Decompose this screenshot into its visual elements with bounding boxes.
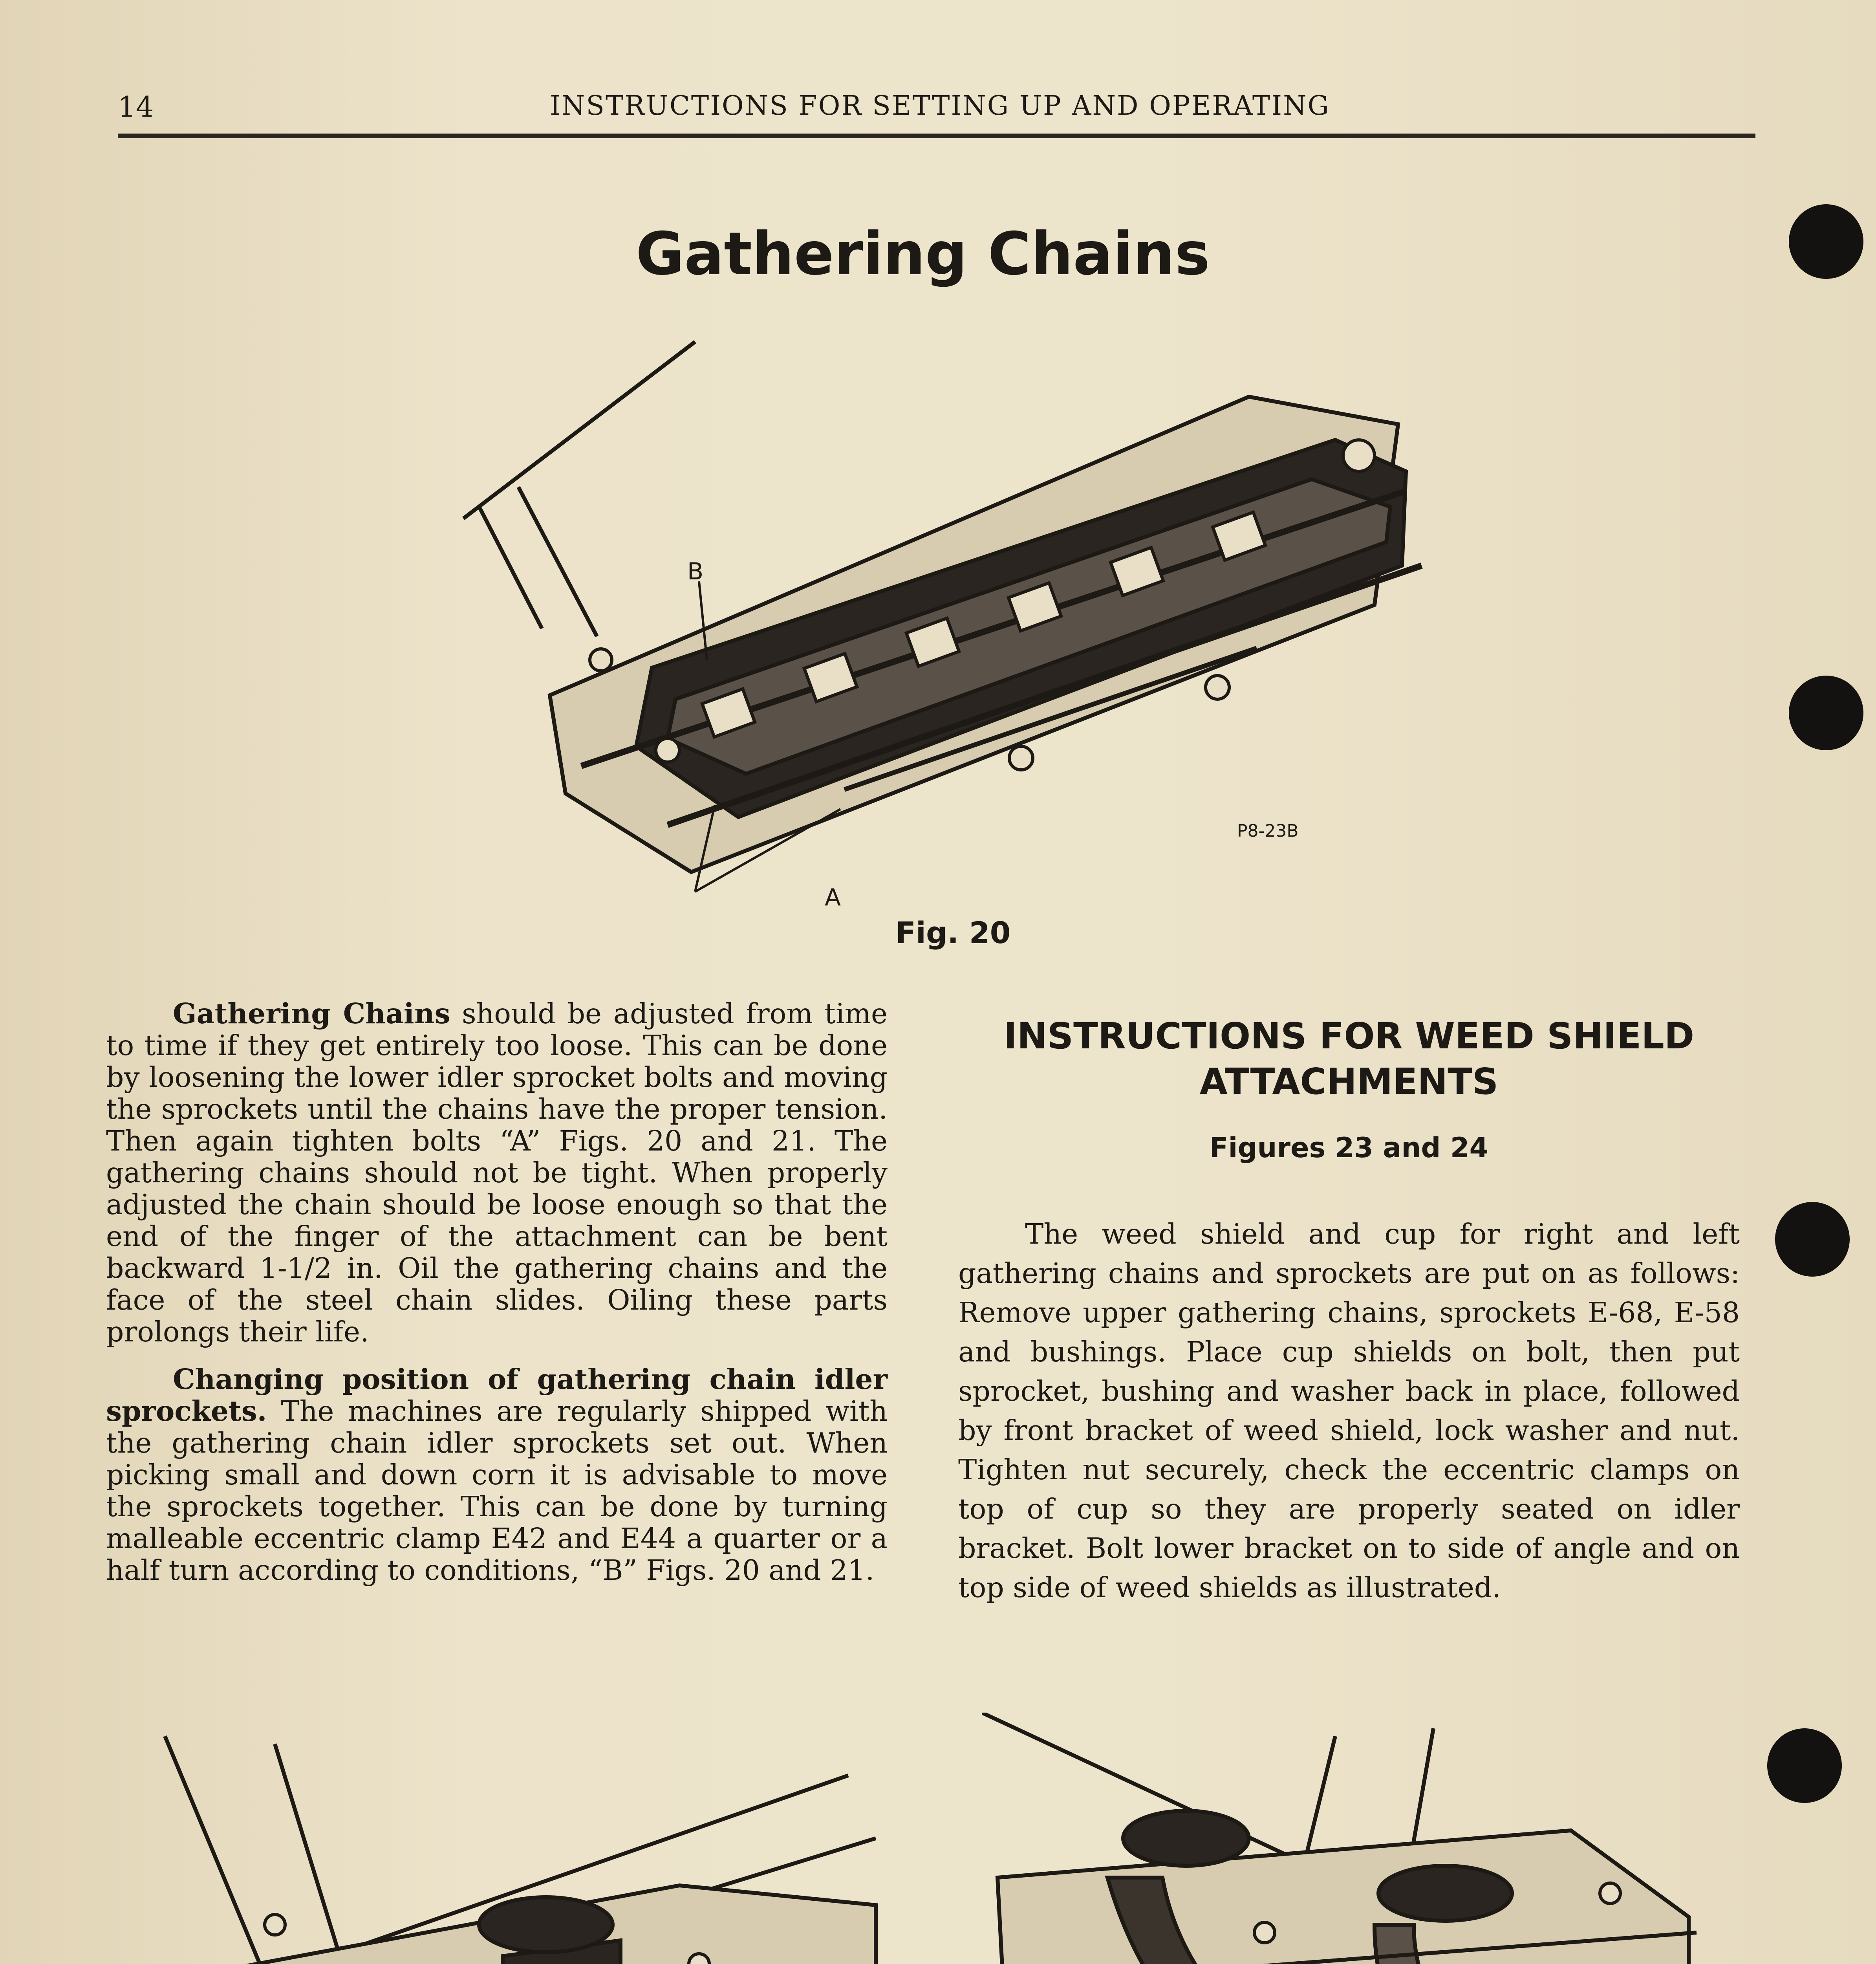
figure-code: P8-23B bbox=[1237, 821, 1299, 841]
binder-hole bbox=[1789, 676, 1863, 750]
binder-hole bbox=[1767, 1728, 1842, 1803]
page-number: 14 bbox=[118, 90, 154, 123]
callout-b: B bbox=[687, 558, 704, 585]
binder-hole bbox=[1775, 1202, 1850, 1277]
section-heading: INSTRUCTIONS FOR WEED SHIELD ATTACHMENTS bbox=[1003, 1015, 1695, 1103]
figure-24-illustration bbox=[982, 1713, 1700, 1964]
binder-hole bbox=[1789, 204, 1863, 279]
paragraph-body: should be adjusted from time to time if they get entirely too loose. This can be done by loosening the lower idler sprocket bolts and moving the sprockets until the chains have the proper tension. Then again tighten bolts “A” Figs. 20 and 21. The gathering chains should not be tight. When properly adjusted the chain should be loose enough so that the end of the finger of the attachment can be bent backward 1-1/2 in. Oil the gathering chains and the face of the steel chain slides. Oiling these parts prolongs their life. bbox=[106, 997, 888, 1348]
page-title: Gathering Chains bbox=[636, 220, 1210, 288]
gathering-chains-paragraph bbox=[106, 998, 888, 1348]
figure-23 bbox=[110, 1720, 888, 1964]
figure-20-caption: Fig. 20 bbox=[895, 915, 1011, 950]
right-column bbox=[958, 1013, 1740, 1607]
paragraph-body: The machines are regularly shipped with the gathering chain idler sprockets set out. When picking small and down corn it is advisable to move the sprockets together. This can be done by turning malleable eccentric clamp E42 and E44 a quarter or a half turn according to conditions, “B” Figs. 20 and 21. bbox=[106, 1395, 888, 1587]
running-head bbox=[118, 90, 1755, 138]
left-column bbox=[106, 998, 888, 1602]
figure-20-illustration bbox=[432, 322, 1453, 919]
figure-24 bbox=[982, 1713, 1700, 1964]
running-title: INSTRUCTIONS FOR SETTING UP AND OPERATING bbox=[550, 90, 1330, 121]
idler-sprockets-paragraph bbox=[106, 1363, 888, 1586]
figure-23-illustration bbox=[110, 1720, 888, 1964]
paragraph-lead: Changing position of gathering chain idler sprockets. bbox=[106, 1363, 888, 1427]
paragraph-lead: Gathering Chains bbox=[173, 997, 450, 1030]
section-subheading: Figures 23 and 24 bbox=[1209, 1132, 1489, 1164]
weed-shield-paragraph: The weed shield and cup for right and left gathering chains and sprockets are put on as follows: Remove upper gathering chains, sprockets E-68, E-58 and bushings. Place cup shields on bolt, then put sprocket, bushing and washer back in place, followed by front bracket of weed shield, lock washer and nut. Tighten nut securely, check the eccentric clamps on top of cup so they are properly seated on idler bracket. Bolt lower bracket on to side of angle and on top side of weed shields as illustrated. bbox=[958, 1218, 1740, 1604]
figure-20 bbox=[432, 322, 1453, 919]
callout-a: A bbox=[825, 884, 841, 911]
